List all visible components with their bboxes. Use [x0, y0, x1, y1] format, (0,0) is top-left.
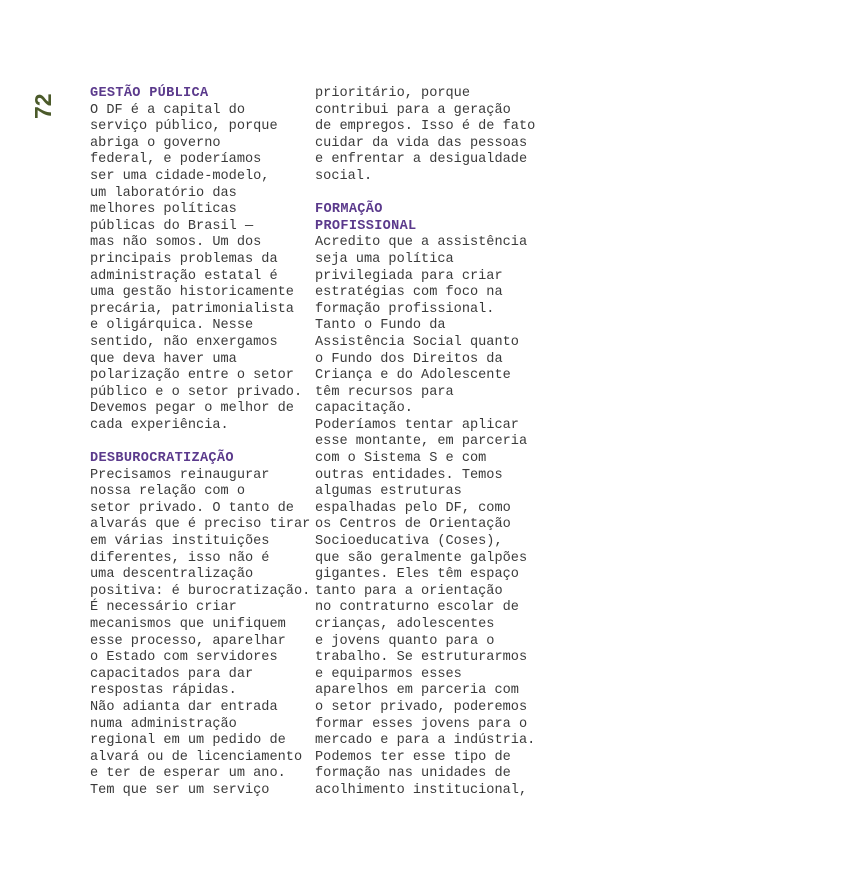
text-line: públicas do Brasil —	[90, 218, 254, 234]
text-line: ser uma cidade-modelo,	[90, 168, 270, 184]
text-line: cada experiência.	[90, 417, 229, 433]
text-line: algumas estruturas	[315, 484, 462, 500]
text-line: Tem que ser um serviço	[90, 782, 270, 798]
text-line: outras entidades. Temos	[315, 467, 503, 483]
text-line: contribui para a geração	[315, 102, 511, 118]
text-line: um laboratório das	[90, 185, 237, 201]
text-line: mercado e para a indústria.	[315, 733, 536, 749]
text-line: esse processo, aparelhar	[90, 633, 286, 649]
text-line: que deva haver uma	[90, 351, 237, 367]
section-spacer	[90, 434, 305, 451]
text-line: e equiparmos esses	[315, 666, 462, 682]
text-line: alvarás que é preciso tirar	[90, 517, 311, 533]
text-line: no contraturno escolar de	[315, 600, 519, 616]
text-line: e jovens quanto para o	[315, 633, 495, 649]
text-line: prioritário, porque	[315, 86, 470, 101]
text-line: formação profissional.	[315, 301, 495, 317]
text-line: aparelhos em parceria com	[315, 683, 519, 699]
text-line: seja uma política	[315, 251, 454, 267]
text-line: melhores políticas	[90, 202, 237, 218]
text-line: têm recursos para	[315, 384, 454, 400]
section-heading-gestao-publica: GESTÃO PÚBLICA	[90, 86, 209, 101]
text-line: O DF é a capital do	[90, 102, 245, 118]
text-line: o Estado com servidores	[90, 650, 278, 666]
text-line: serviço público, porque	[90, 119, 278, 135]
text-line: precária, patrimonialista	[90, 301, 294, 317]
section-body-formacao-profissional	[315, 235, 536, 799]
text-line: social.	[315, 168, 373, 184]
text-line: diferentes, isso não é	[90, 550, 270, 566]
text-line: esse montante, em parceria	[315, 434, 528, 450]
text-line: crianças, adolescentes	[315, 617, 495, 632]
page-number: 72	[30, 93, 56, 119]
text-line: estratégias com foco na	[315, 285, 503, 301]
text-line: abriga o governo	[90, 135, 221, 151]
text-line: setor privado. O tanto de	[90, 500, 294, 516]
text-line: que são geralmente galpões	[315, 550, 528, 566]
text-line: em várias instituições	[90, 534, 270, 550]
text-line: o setor privado, poderemos	[315, 699, 528, 715]
text-line: Criança e do Adolescente	[315, 368, 511, 384]
text-line: administração estatal é	[90, 268, 278, 284]
text-line: Tanto o Fundo da	[315, 318, 446, 334]
text-line: trabalho. Se estruturarmos	[315, 650, 528, 666]
text-line: sentido, não enxergamos	[90, 334, 278, 350]
section-body-gestao-publica	[90, 103, 305, 435]
text-line: cuidar da vida das pessoas	[315, 135, 528, 151]
text-line: capacitados para dar	[90, 666, 254, 682]
text-line: mecanismos que unifiquem	[90, 617, 286, 632]
text-line: formar esses jovens para o	[315, 716, 528, 732]
text-line: Não adianta dar entrada	[90, 699, 278, 715]
text-line: polarização entre o setor	[90, 368, 294, 384]
section-body-desburocratizacao	[90, 467, 311, 800]
text-line: formação nas unidades de	[315, 766, 511, 782]
text-line: numa administração	[90, 716, 237, 732]
text-line: respostas rápidas.	[90, 683, 237, 699]
text-line: gigantes. Eles têm espaço	[315, 567, 519, 583]
text-line: e enfrentar a desigualdade	[315, 152, 528, 168]
text-line: Precisamos reinaugurar	[90, 467, 270, 483]
text-line: e ter de esperar um ano.	[90, 766, 286, 782]
text-line: acolhimento institucional,	[315, 782, 528, 798]
text-line: os Centros de Orientação	[315, 517, 511, 533]
text-line: o Fundo dos Direitos da	[315, 351, 503, 367]
text-line: Poderíamos tentar aplicar	[315, 417, 519, 433]
text-line: público e o setor privado.	[90, 384, 303, 400]
text-line: uma gestão historicamente	[90, 285, 294, 301]
text-line: PROFISSIONAL	[315, 218, 417, 234]
text-line: Socioeducativa (Coses),	[315, 534, 503, 550]
text-line: e oligárquica. Nesse	[90, 318, 254, 334]
text-line: principais problemas da	[90, 251, 278, 267]
text-line: uma descentralização	[90, 567, 254, 583]
text-line: É necessário criar	[90, 600, 237, 616]
text-line: capacitação.	[315, 401, 413, 417]
section-heading-formacao-profissional	[315, 202, 530, 235]
text-line: regional em um pedido de	[90, 733, 286, 749]
section-spacer	[315, 186, 530, 203]
text-line: Podemos ter esse tipo de	[315, 749, 511, 765]
text-line: Devemos pegar o melhor de	[90, 401, 294, 417]
text-line: privilegiada para criar	[315, 268, 503, 284]
right-column	[315, 86, 536, 800]
text-line: tanto para a orientação	[315, 583, 503, 599]
text-line: espalhadas pelo DF, como	[315, 500, 511, 516]
text-line: Acredito que a assistência	[315, 235, 528, 251]
section-heading-desburocratizacao: DESBUROCRATIZAÇÃO	[90, 451, 234, 467]
text-line: de empregos. Isso é de fato	[315, 119, 536, 135]
left-column	[90, 86, 311, 800]
text-line: nossa relação com o	[90, 484, 245, 500]
continuation-text	[315, 86, 536, 186]
text-line: alvará ou de licenciamento	[90, 749, 303, 765]
text-line: com o Sistema S e com	[315, 451, 487, 467]
text-line: Assistência Social quanto	[315, 334, 519, 350]
text-line: positiva: é burocratização.	[90, 583, 311, 599]
text-line: federal, e poderíamos	[90, 152, 262, 168]
text-line: mas não somos. Um dos	[90, 235, 262, 251]
text-line: FORMAÇÃO	[315, 202, 383, 218]
